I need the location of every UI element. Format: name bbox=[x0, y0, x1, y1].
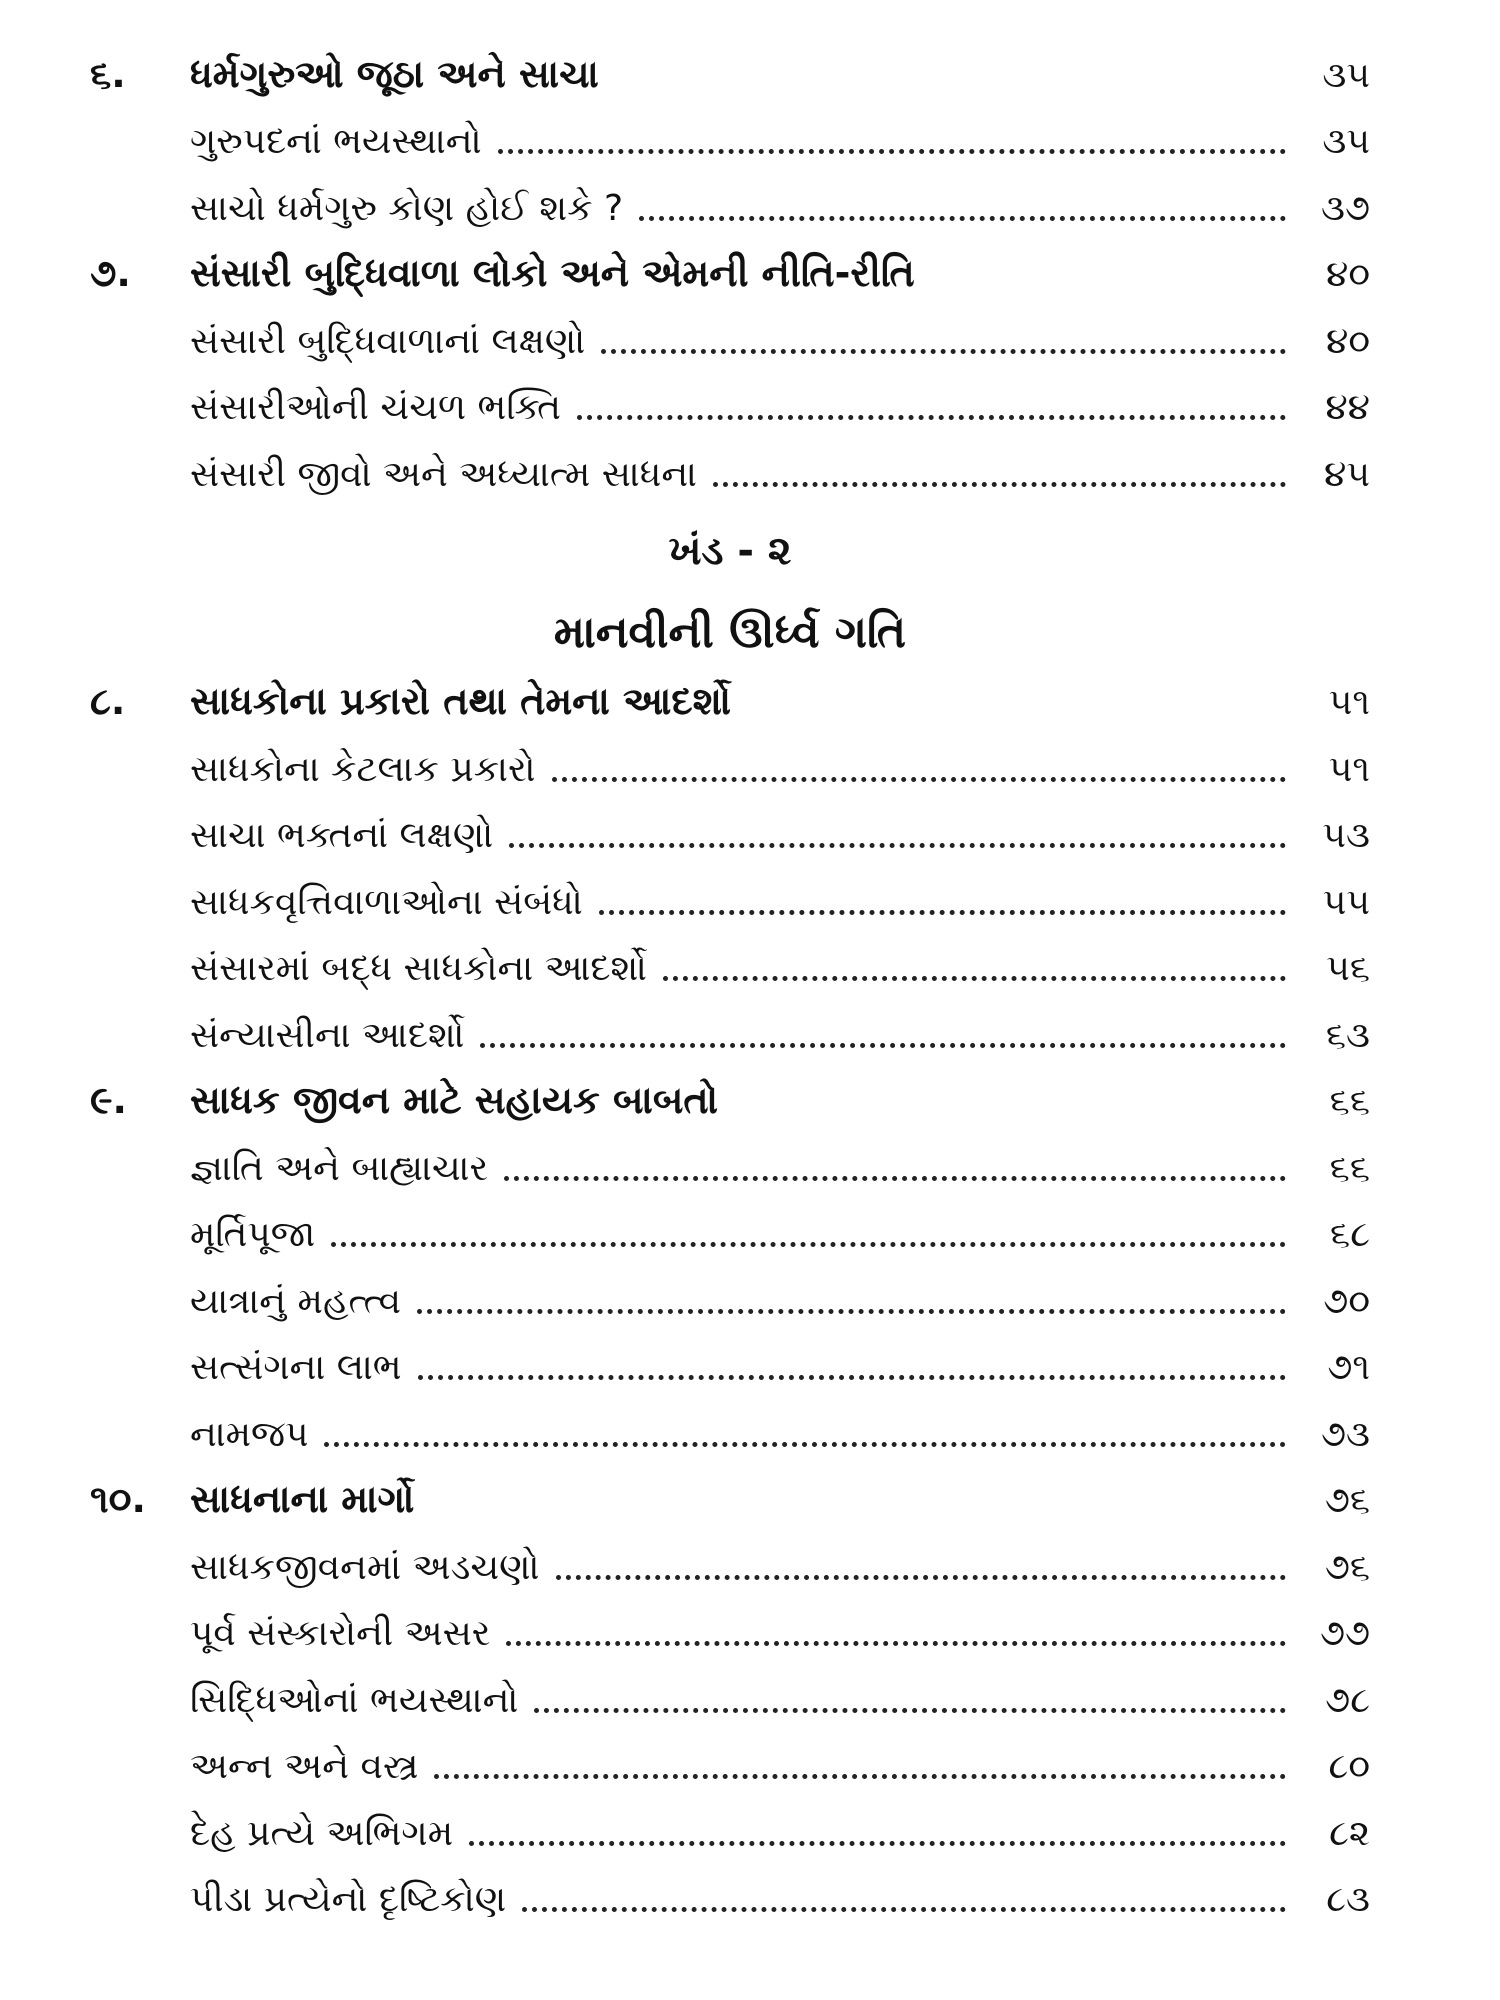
entry-page: ૭૦ bbox=[1323, 1280, 1370, 1322]
entry-page: ૩૫ bbox=[1322, 121, 1370, 162]
entry-title: સત્સંગના લાભ bbox=[190, 1347, 402, 1388]
toc-entry bbox=[90, 1133, 1370, 1200]
toc-entry bbox=[90, 1532, 1370, 1599]
dot-leader bbox=[639, 216, 1286, 221]
entry-title: સાધકવૃત્તિવાળાઓના સંબંધો bbox=[190, 881, 583, 923]
dot-leader bbox=[522, 1907, 1286, 1912]
entry-page: ૪૪ bbox=[1325, 387, 1370, 428]
dot-leader bbox=[498, 149, 1286, 154]
entry-page: ૫૩ bbox=[1322, 815, 1370, 856]
entry-page: ૬૩ bbox=[1325, 1014, 1370, 1056]
chapter-row bbox=[90, 240, 1370, 307]
dot-leader bbox=[480, 1043, 1286, 1048]
dot-leader bbox=[331, 1242, 1286, 1247]
chapter-page: ૭૬ bbox=[1324, 1480, 1370, 1521]
entry-title: અન્ન અને વસ્ત્ર bbox=[190, 1746, 419, 1787]
chapter-number: ૮. bbox=[90, 679, 126, 723]
toc-entry bbox=[90, 373, 1370, 440]
entry-title: સંન્યાસીના આદર્શો bbox=[190, 1014, 465, 1056]
table-of-contents bbox=[90, 40, 1370, 1931]
dot-leader bbox=[504, 1176, 1286, 1181]
chapter-number: ૧૦. bbox=[90, 1477, 146, 1521]
chapter-number: ૭. bbox=[90, 251, 131, 295]
dot-leader bbox=[552, 777, 1286, 782]
chapter-row bbox=[90, 1466, 1370, 1533]
chapter-title: સાધનાના માર્ગો bbox=[190, 1477, 415, 1521]
chapter-page: ૬૬ bbox=[1329, 1081, 1370, 1122]
entry-title: સાધકોના કેટલાક પ્રકારો bbox=[190, 748, 536, 790]
part-label: ખંડ - ૨ bbox=[668, 527, 792, 574]
entry-page: ૬૮ bbox=[1330, 1214, 1370, 1255]
entry-title: સાચો ધર્મગુરુ કોણ હોઈ શકે ? bbox=[190, 187, 624, 229]
entry-page: ૫૧ bbox=[1328, 748, 1370, 790]
toc-entry bbox=[90, 1865, 1370, 1932]
entry-page: ૮૦ bbox=[1328, 1746, 1370, 1787]
entry-page: ૪૫ bbox=[1324, 453, 1370, 495]
chapter-title: ધર્મગુરુઓ જૂઠા અને સાચા bbox=[190, 51, 599, 96]
dot-leader bbox=[434, 1774, 1286, 1779]
entry-page: ૭૧ bbox=[1327, 1347, 1370, 1388]
chapter-row bbox=[90, 1067, 1370, 1134]
entry-title: મૂર્તિપૂજા bbox=[190, 1214, 316, 1255]
dot-leader bbox=[418, 1375, 1286, 1380]
entry-page: ૫૬ bbox=[1326, 948, 1370, 989]
toc-entry bbox=[90, 1665, 1370, 1732]
dot-leader bbox=[324, 1442, 1286, 1447]
toc-entry bbox=[90, 1798, 1370, 1865]
entry-title: સાધકજીવનમાં અડચણો bbox=[190, 1546, 540, 1588]
entry-title: પૂર્વ સંસ્કારોની અસર bbox=[190, 1613, 491, 1654]
chapter-number: ૬. bbox=[90, 51, 126, 96]
entry-title: દેહ પ્રત્યે અભિગમ bbox=[190, 1812, 454, 1854]
chapter-title: સંસારી બુદ્ધિવાળા લોકો અને એમની નીતિ-રીતિ bbox=[190, 251, 915, 295]
chapter-page: ૫૧ bbox=[1328, 682, 1370, 723]
entry-page: ૭૮ bbox=[1325, 1679, 1370, 1721]
dot-leader bbox=[506, 1641, 1286, 1646]
entry-page: ૮૩ bbox=[1326, 1879, 1370, 1920]
toc-entry bbox=[90, 107, 1370, 174]
entry-title: સંસારીઓની ચંચળ ભક્તિ bbox=[190, 387, 562, 428]
toc-entry bbox=[90, 801, 1370, 868]
entry-title: ગુરુપદનાં ભયસ્થાનો bbox=[190, 121, 482, 162]
toc-entry bbox=[90, 306, 1370, 373]
toc-entry bbox=[90, 439, 1370, 506]
entry-page: ૭૩ bbox=[1321, 1413, 1370, 1455]
entry-page: ૭૬ bbox=[1324, 1546, 1370, 1588]
toc-entry bbox=[90, 934, 1370, 1001]
chapter-number: ૯. bbox=[90, 1078, 127, 1122]
toc-entry bbox=[90, 734, 1370, 801]
entry-title: પીડા પ્રત્યેનો દૃષ્ટિકોણ bbox=[190, 1879, 507, 1920]
chapter-title: સાધક જીવન માટે સહાયક બાબતો bbox=[190, 1078, 719, 1122]
dot-leader bbox=[577, 415, 1286, 420]
chapter-row bbox=[90, 668, 1370, 735]
toc-entry bbox=[90, 867, 1370, 934]
toc-entry bbox=[90, 1266, 1370, 1333]
chapter-page: ૪૦ bbox=[1326, 254, 1370, 295]
entry-title: જ્ઞાતિ અને બાહ્યાચાર bbox=[190, 1147, 489, 1189]
chapter-row bbox=[90, 40, 1370, 107]
dot-leader bbox=[509, 843, 1286, 848]
toc-entry bbox=[90, 1599, 1370, 1666]
entry-page: ૮૨ bbox=[1329, 1812, 1370, 1854]
dot-leader bbox=[556, 1575, 1286, 1580]
dot-leader bbox=[601, 349, 1286, 354]
toc-entry bbox=[90, 1000, 1370, 1067]
toc-entry bbox=[90, 1200, 1370, 1267]
toc-entry bbox=[90, 1399, 1370, 1466]
dot-leader bbox=[713, 482, 1286, 487]
dot-leader bbox=[417, 1309, 1286, 1314]
toc-entry bbox=[90, 1333, 1370, 1400]
entry-page: ૩૭ bbox=[1321, 187, 1370, 229]
dot-leader bbox=[599, 910, 1286, 915]
chapter-title: સાધકોના પ્રકારો તથા તેમના આદર્શો bbox=[190, 679, 731, 723]
entry-page: ૪૦ bbox=[1326, 320, 1370, 362]
entry-title: સંસારમાં બદ્ધ સાધકોના આદર્શો bbox=[190, 948, 647, 989]
toc-entry bbox=[90, 1732, 1370, 1799]
toc-entry bbox=[90, 173, 1370, 240]
dot-leader bbox=[663, 976, 1286, 981]
entry-title: સંસારી બુદ્ધિવાળાનાં લક્ષણો bbox=[190, 320, 586, 362]
entry-title: સિદ્ધિઓનાં ભયસ્થાનો bbox=[190, 1679, 519, 1721]
chapter-page: ૩૫ bbox=[1322, 54, 1370, 96]
entry-page: ૫૫ bbox=[1322, 881, 1370, 923]
entry-page: ૬૬ bbox=[1329, 1147, 1370, 1189]
entry-page: ૭૭ bbox=[1319, 1613, 1370, 1654]
entry-title: નામજપ bbox=[190, 1413, 309, 1455]
entry-title: સંસારી જીવો અને અધ્યાત્મ સાધના bbox=[190, 453, 697, 495]
dot-leader bbox=[534, 1708, 1286, 1713]
part-title: માનવીની ઊર્ધ્વ ગતિ bbox=[553, 606, 907, 658]
entry-title: સાચા ભક્તનાં લક્ષણો bbox=[190, 815, 494, 856]
entry-title: યાત્રાનું મહત્ત્વ bbox=[190, 1280, 402, 1322]
dot-leader bbox=[469, 1841, 1286, 1846]
